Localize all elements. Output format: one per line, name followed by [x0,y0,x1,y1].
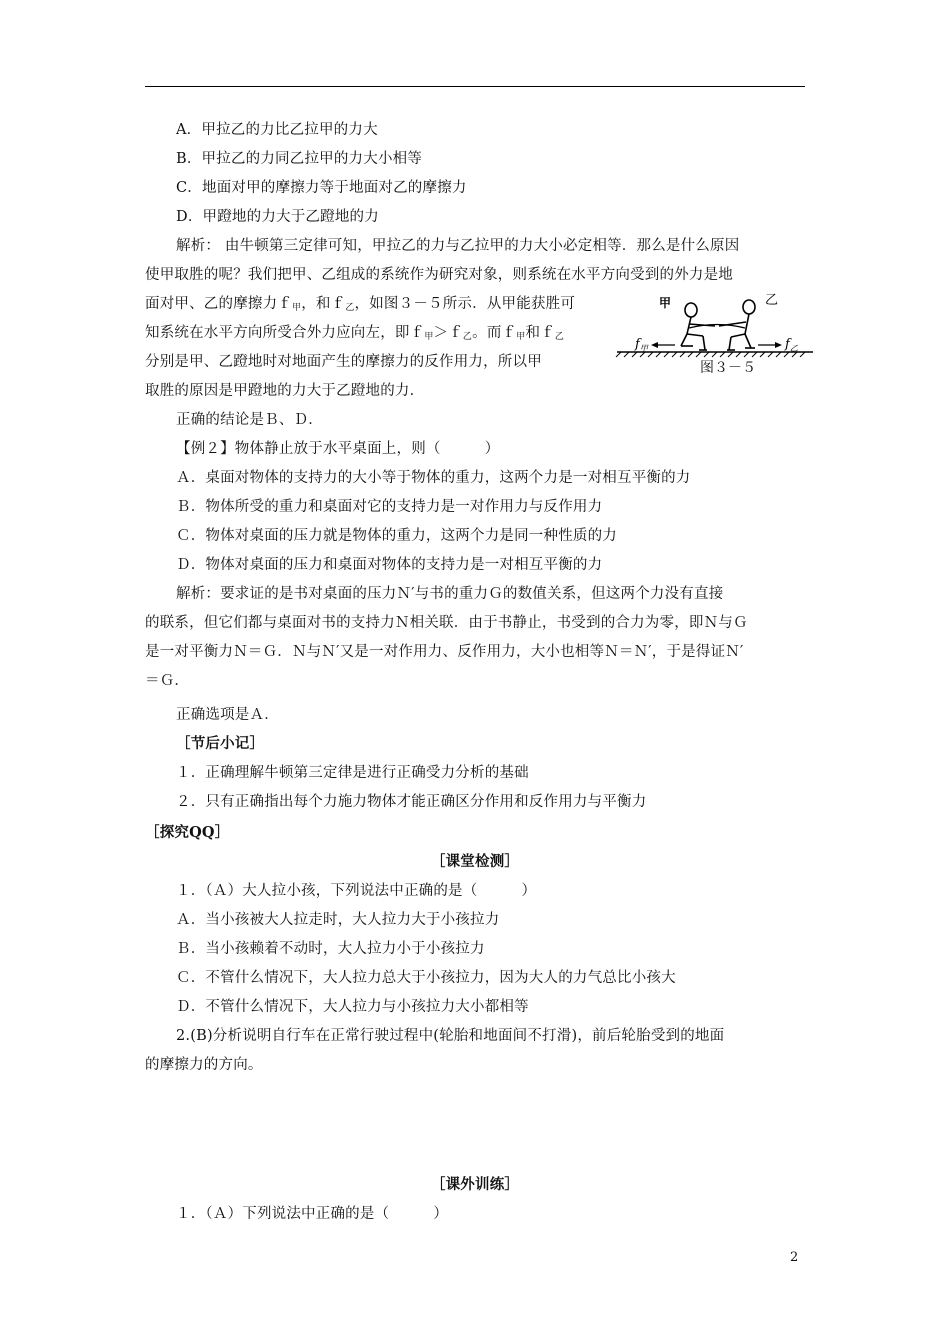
example2-stem: 【例２】物体静止放于水平桌面上，则（ ） [176,441,500,457]
notes-title: ［节后小记］ [176,735,265,752]
arrow-f-yi-icon [758,342,782,348]
analysis1-conclusion: 正确的结论是Ｂ、Ｄ． [176,412,323,428]
example2-analysis-line3: 是一对平衡力Ｎ＝Ｇ．Ｎ与Ｎ′又是一对作用力、反作用力，大小也相等Ｎ＝Ｎ′，于是得证Ｎ′ [145,644,744,660]
notes-item-2: ２．只有正确指出每个力施力物体才能正确区分作用和反作用力与平衡力 [176,794,647,810]
classroom-option-d: Ｄ．不管什么情况下，大人拉力与小孩拉力大小都相等 [176,999,529,1015]
example2-option-b: Ｂ．物体所受的重力和桌面对它的支持力是一对作用力与反作用力 [176,499,603,515]
classroom-q2-line1: 2.(B)分析说明自行车在正常行驶过程中(轮胎和地面间不打滑)，前后轮胎受到的地面 [176,1028,725,1044]
option-b: B．甲拉乙的力同乙拉甲的力大小相等 [176,151,423,167]
explore-title: ［探究QQ］ [145,824,230,841]
example2-option-a: Ａ．桌面对物体的支持力的大小等于物体的重力，这两个力是一对相互平衡的力 [176,470,691,486]
example2-option-c: Ｃ．物体对桌面的压力就是物体的重力，这两个力是同一种性质的力 [176,528,617,544]
analysis1-line2: 使甲取胜的呢？我们把甲、乙组成的系统作为研究对象，则系统在水平方向受到的外力是地 [145,267,733,283]
label-yi: 乙 [765,293,779,308]
classroom-option-b: Ｂ．当小孩赖着不动时，大人拉力小于小孩拉力 [176,941,485,957]
label-f-yi: $f_乙$ [785,337,798,353]
classroom-title: ［课堂检测］ [430,853,520,870]
example2-answer: 正确选项是Ａ． [176,707,279,723]
example2-analysis-line2: 的联系，但它们都与桌面对书的支持力Ｎ相关联．由于书静止，书受到的合力为零，即Ｎ与Ｇ [145,615,748,631]
classroom-option-c: Ｃ．不管什么情况下，大人拉力总大于小孩拉力，因为大人的力气总比小孩大 [176,970,676,986]
homework-title: ［课外训练］ [430,1176,520,1193]
classroom-q1: １．（Ａ）大人拉小孩，下列说法中正确的是（ ） [176,883,537,899]
analysis1-line3: 面对甲、乙的摩擦力ｆ$_甲$，和ｆ$_乙$，如图３－５所示．从甲能获胜可 [145,296,576,313]
figure-caption: 图３－５ [700,360,756,376]
analysis1-line1: 解析： 由牛顿第三定律可知，甲拉乙的力与乙拉甲的力大小必定相等．那么是什么原因 [176,238,740,254]
label-f-jia: $f_甲$ [635,337,648,353]
header-rule [145,86,805,87]
option-c: C．地面对甲的摩擦力等于地面对乙的摩擦力 [176,180,467,196]
analysis1-line4: 知系统在水平方向所受合外力应向左，即ｆ$_甲$＞ｆ$_乙$。而ｆ$_甲$和ｆ$_乙$ [145,325,565,342]
example2-analysis-line1: 解析：要求证的是书对桌面的压力Ｎ′与书的重力Ｇ的数值关系，但这两个力没有直接 [176,586,724,602]
analysis1-line6: 取胜的原因是甲蹬地的力大于乙蹬地的力． [145,383,425,399]
homework-q1: １．（Ａ）下列说法中正确的是（ ） [176,1206,449,1222]
analysis1-line5: 分别是甲、乙蹬地时对地面产生的摩擦力的反作用力，所以甲 [145,354,542,370]
option-a: A．甲拉乙的力比乙拉甲的力大 [176,122,378,138]
page-number: 2 [790,1250,799,1265]
label-jia: 甲 [659,296,672,310]
example2-analysis-line4: ＝Ｇ． [145,673,190,689]
arrow-f-jia-icon [651,342,675,348]
notes-item-1: １．正确理解牛顿第三定律是进行正确受力分析的基础 [176,765,529,781]
option-d: D．甲蹬地的力大于乙蹬地的力 [176,209,379,225]
example2-option-d: Ｄ．物体对桌面的压力和桌面对物体的支持力是一对相互平衡的力 [176,557,603,573]
classroom-q2-line2: 的摩擦力的方向。 [145,1057,263,1073]
classroom-option-a: Ａ．当小孩被大人拉走时，大人拉力大于小孩拉力 [176,912,500,928]
